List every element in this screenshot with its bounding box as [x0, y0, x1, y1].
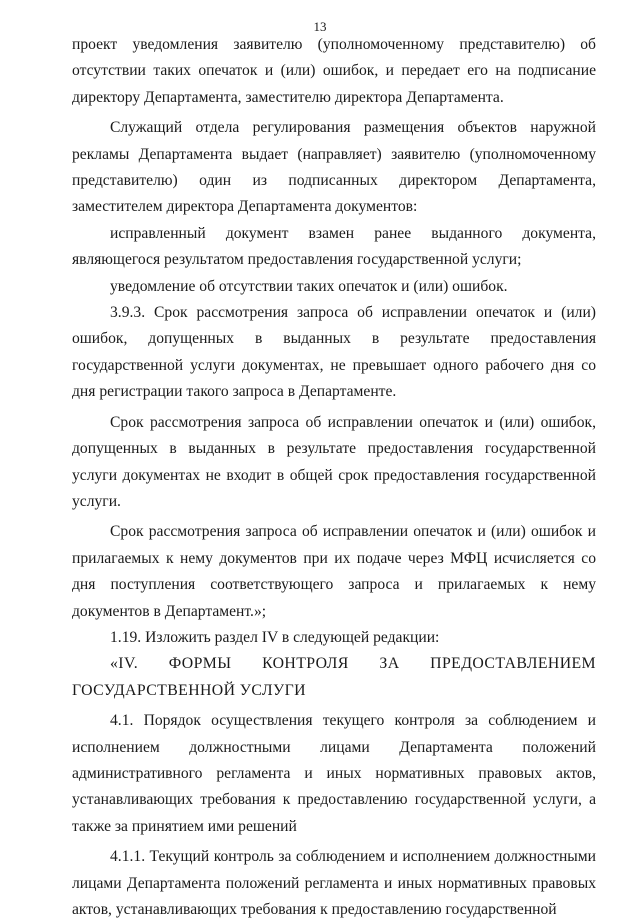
list-item-corrected-document: исправленный документ взамен ранее выданного документа, являющегося результатом предоставления государственной услуги; — [72, 224, 596, 269]
clause-1-19: 1.19. Изложить раздел IV в следующей редакции: — [110, 628, 440, 646]
paragraph-officer-issues: Служащий отдела регулирования размещения объектов наружной рекламы Департамента выдает (направляет) заявителю (уполномоченному представителю) один из подписанных директором Департамента, заместителем директора Департамента документов: — [72, 119, 596, 216]
clause-3-9-3: 3.9.3. Срок рассмотрения запроса об исправлении опечаток и (или) ошибок, допущенных в выданных в результате предоставления государственной услуги документах, не превышает одного рабочего дня со дня регистрации такого запроса в Департаменте. — [72, 304, 596, 401]
clause-4-1-1: 4.1.1. Текущий контроль за соблюдением и исполнением должностными лицами Департамента положений регламента и иных нормативных правовых актов, устанавливающих требования к предоставлению государственной — [72, 848, 596, 918]
paragraph-review-term-mfc: Срок рассмотрения запроса об исправлении опечаток и (или) ошибок и прилагаемых к нему документов при их подаче через МФЦ исчисляется со дня поступления соответствующего запроса и прилагаемых к нему документов в Департамент.»; — [72, 523, 596, 620]
paragraph-continuation: проект уведомления заявителю (уполномоченному представителю) об отсутствии таких опечаток и (или) ошибок, и передает его на подписание директору Департамента, заместителю директора Департамента. — [72, 36, 596, 106]
paragraph-review-term-general: Срок рассмотрения запроса об исправлении опечаток и (или) ошибок, допущенных в выданных в результате предоставления государственной услуги документах не входит в общей срок предоставления государственной услуги. — [72, 413, 596, 510]
list-item-notification: уведомление об отсутствии таких опечаток и (или) ошибок. — [110, 277, 508, 295]
section-iv-heading: «IV. ФОРМЫ КОНТРОЛЯ ЗА ПРЕДОСТАВЛЕНИЕМ ГОСУДАРСТВЕННОЙ УСЛУГИ — [72, 655, 596, 699]
page-number: 13 — [313, 19, 327, 34]
clause-4-1: 4.1. Порядок осуществления текущего контроля за соблюдением и исполнением должностными лицами Департамента положений административного регламента и иных нормативных правовых актов, устанавливающих требования к предоставлению государственной услуги, а также за принятием ими решений — [72, 712, 596, 835]
document-body — [72, 32, 596, 923]
